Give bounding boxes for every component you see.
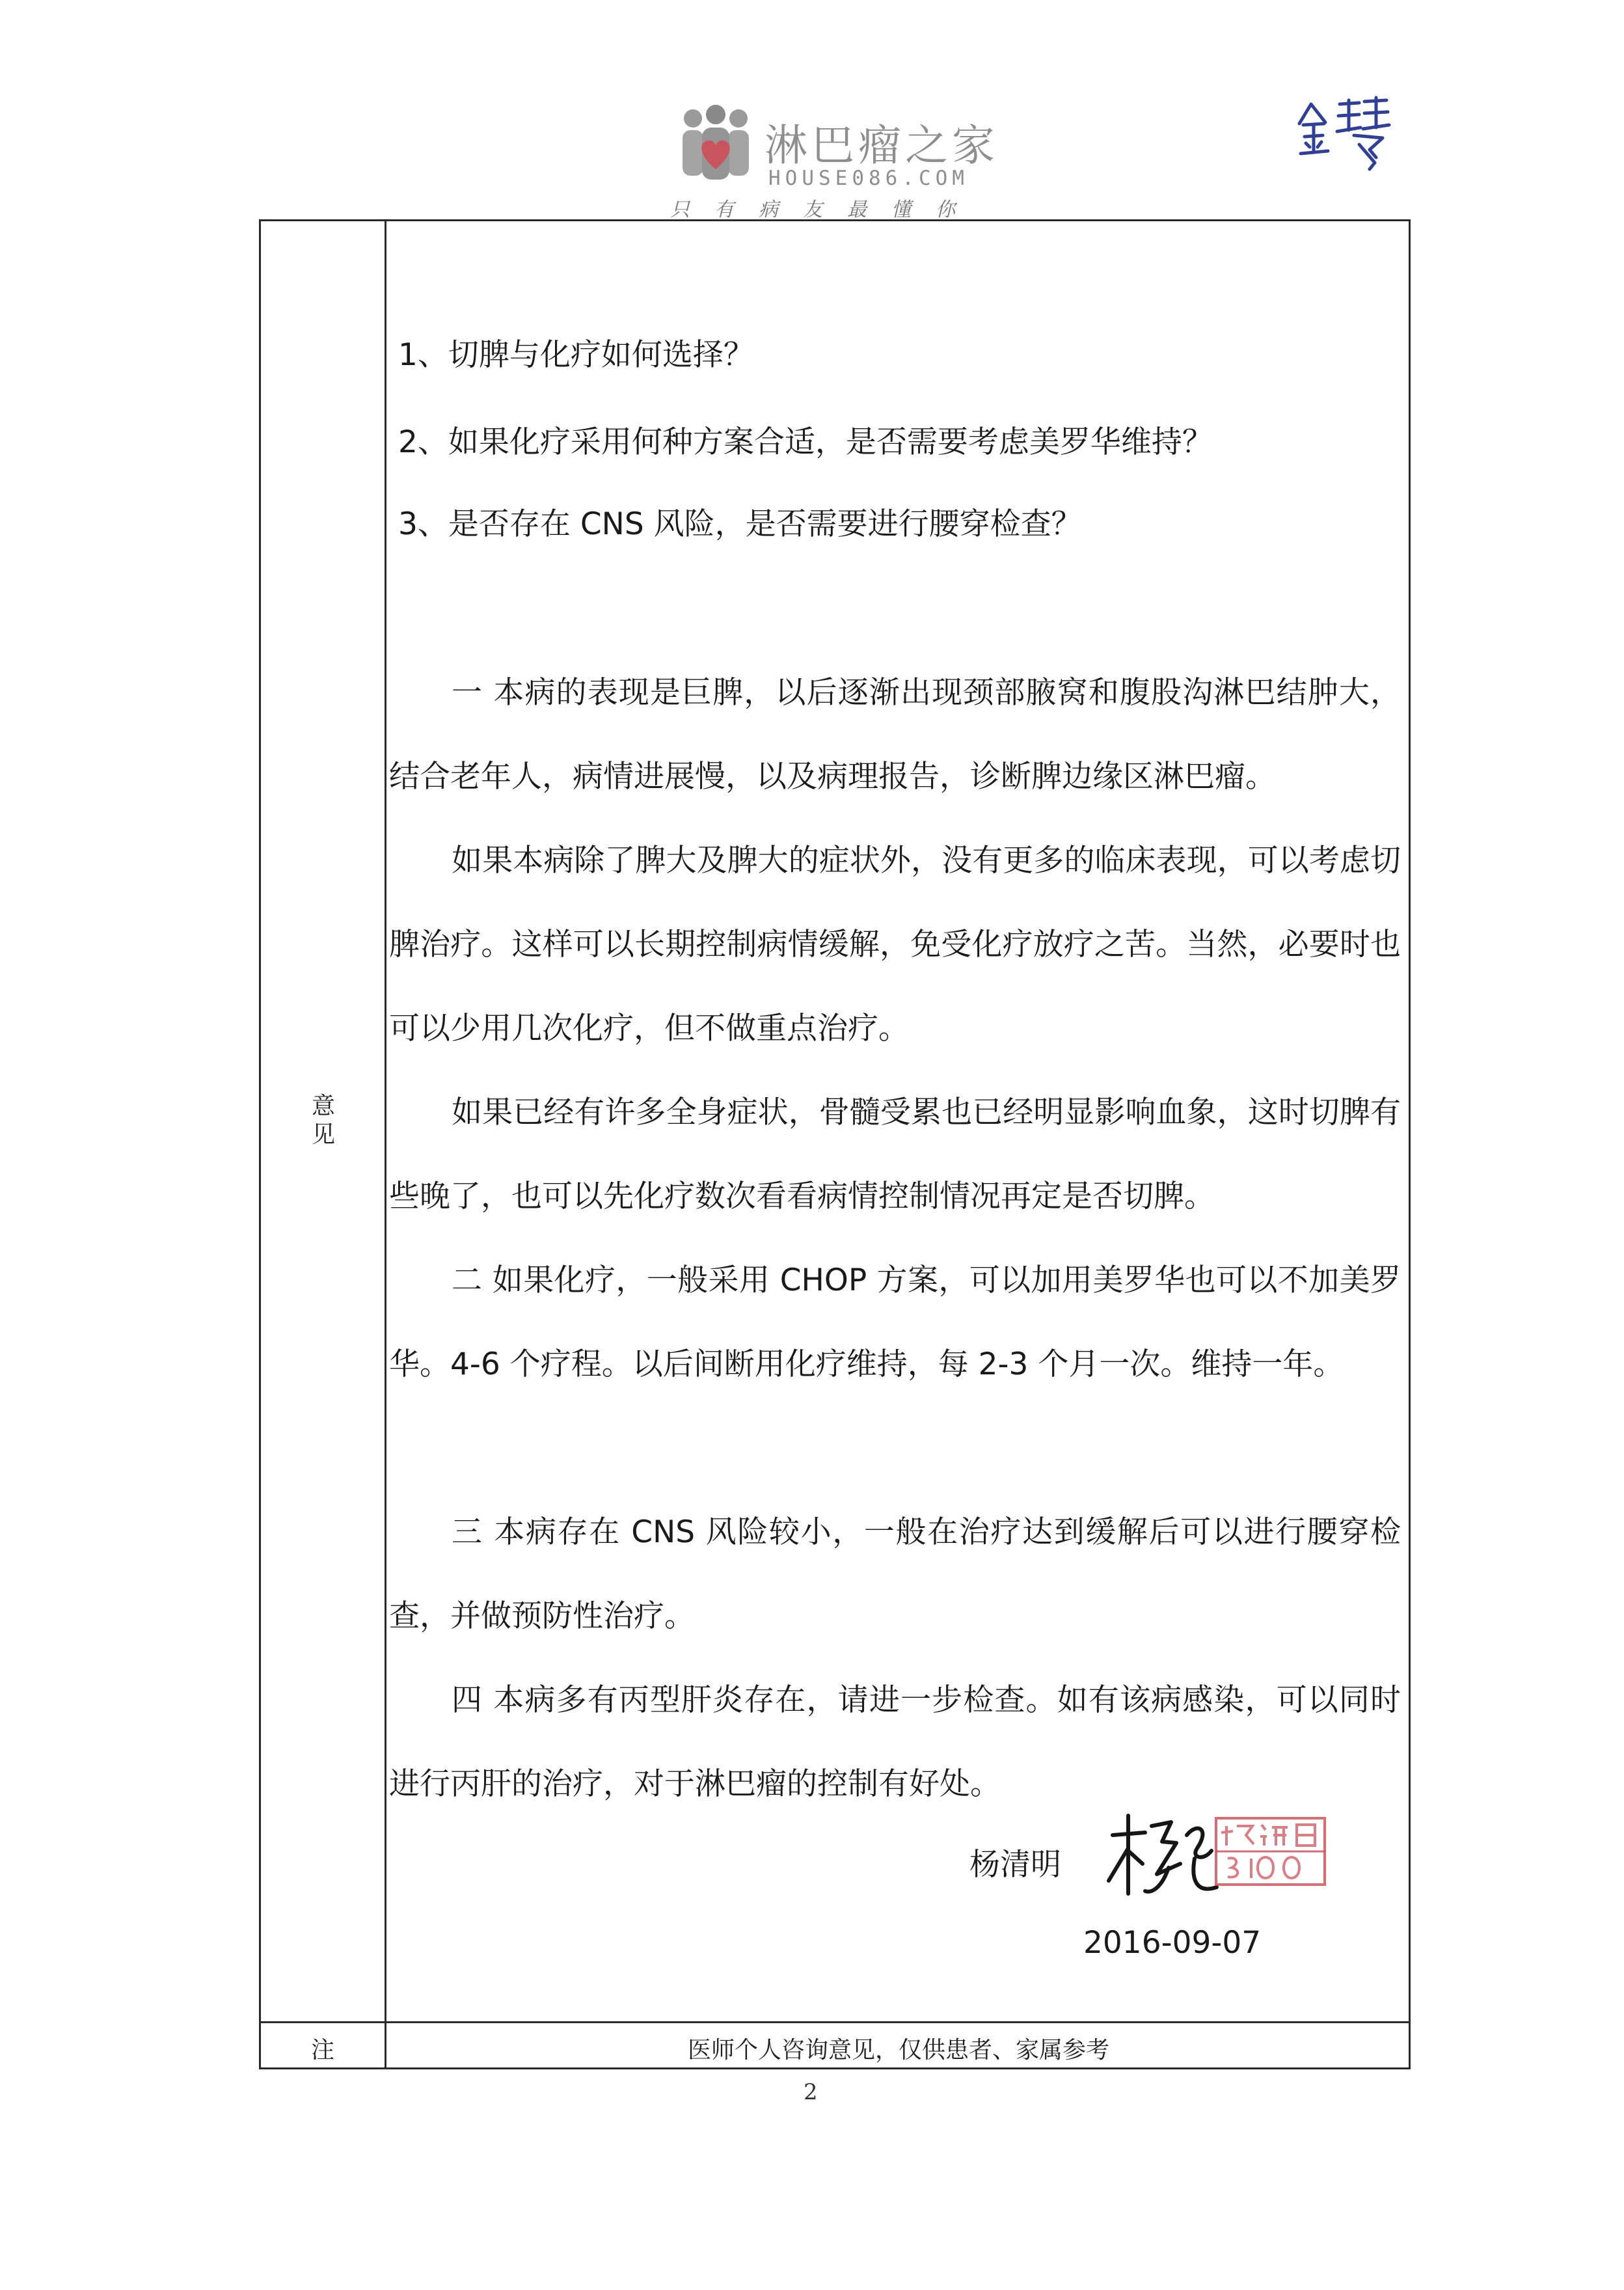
handwritten-signature: [1100, 1796, 1230, 1907]
question-3: 3、是否存在 CNS 风险，是否需要进行腰穿检查？: [398, 506, 1082, 542]
signature-date: 2016-09-07: [1083, 1925, 1262, 1961]
answer-paragraph-3: 如果已经有许多全身症状，骨髓受累也已经明显影响血象，这时切脾有些晚了，也可以先化疗数次看看病情控制情况再定是否切脾。: [389, 1095, 1401, 1214]
note-text: 医师个人咨询意见，仅供患者、家属参考: [687, 2037, 1109, 2064]
opinion-label-char-1: 意: [311, 1093, 335, 1119]
answer-paragraph-1: 一 本病的表现是巨脾，以后逐渐出现颈部腋窝和腹股沟淋巴结肿大，结合老年人，病情进展慢，以及病理报告，诊断脾边缘区淋巴瘤。: [389, 675, 1401, 795]
handwritten-note: [1292, 85, 1396, 176]
answer-paragraph-5: 三 本病存在 CNS 风险较小，一般在治疗达到缓解后可以进行腰穿检查，并做预防性治疗。: [389, 1514, 1401, 1634]
logo-subtitle: HOUSE086.COM: [768, 167, 969, 190]
column-divider: [385, 221, 386, 2067]
answer-paragraph-2: 如果本病除了脾大及脾大的症状外，没有更多的临床表现，可以考虑切脾治疗。这样可以长期控制病情缓解，免受化疗放疗之苦。当然，必要时也可以少用几次化疗，但不做重点治疗。: [389, 843, 1401, 1046]
logo-slogan: 只有病友最懂你: [670, 198, 980, 221]
family-heart-icon: [673, 104, 758, 189]
doctor-stamp: [1213, 1816, 1327, 1887]
question-1: 1、切脾与化疗如何选择？: [398, 337, 754, 373]
note-label: 注: [310, 2037, 334, 2064]
row-divider: [261, 2021, 1409, 2023]
page-number: 2: [804, 2079, 818, 2105]
question-2: 2、如果化疗采用何种方案合适，是否需要考虑美罗华维持？: [398, 424, 1213, 460]
logo-title: 淋巴瘤之家: [765, 120, 999, 170]
answer-paragraph-4: 二 如果化疗，一般采用 CHOP 方案，可以加用美罗华也可以不加美罗华。4-6 个疗程。以后间断用化疗维持，每 2-3 个月一次。维持一年。: [389, 1262, 1401, 1382]
opinion-label-char-2: 见: [311, 1121, 335, 1148]
opinion-label: [304, 1092, 343, 1149]
doctor-name: 杨清明: [969, 1847, 1061, 1883]
answer-paragraph-6: 四 本病多有丙型肝炎存在，请进一步检查。如有该病感染，可以同时进行丙肝的治疗，对于淋巴瘤的控制有好处。: [389, 1682, 1401, 1802]
